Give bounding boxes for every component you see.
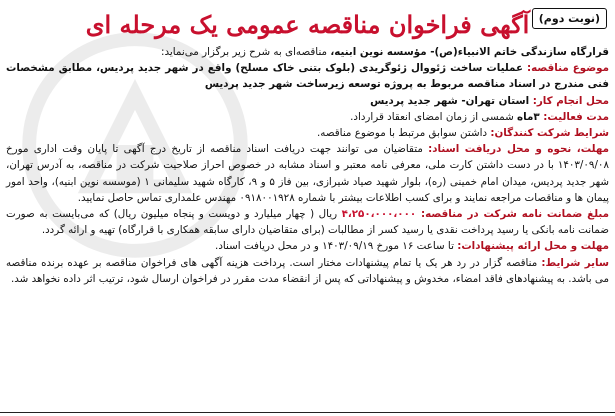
submission-text: تا ساعت ۱۶ مورخ ۱۴۰۳/۰۹/۱۹ و در محل دریافت اسناد. [215, 240, 458, 253]
subject-paragraph [6, 60, 609, 92]
guarantee-paragraph [6, 206, 609, 238]
deadline-paragraph [6, 141, 609, 206]
duration-value: ۳ماه [517, 110, 544, 123]
location-label: محل انجام کار: [532, 94, 609, 107]
intro-text: مناقصه‌ای به شرح زیر برگزار می‌نماید: [161, 46, 331, 58]
other-conditions-paragraph [6, 255, 609, 287]
notice-title: آگهی فراخوان مناقصه عمومی یک مرحله ای [85, 9, 530, 39]
submission-label: مهلت و محل ارائه پیشنهادات: [457, 240, 609, 253]
guarantee-text: ریال ( چهار میلیارد و دویست و پنجاه میلیون ریال) که می‌بایست به صورت ضمانت نامه بانکی یا رسید پرداخت نقدی یا رسید کسر از مطالبات (برای متقاضیان دارای سابقه همکاری با قرارگاه) تهیه و ارائه گردد. [6, 208, 609, 237]
duration-text: شمسی از زمان امضای انعقاد قرارداد. [350, 110, 518, 123]
location-paragraph [6, 93, 609, 109]
notice-body [6, 44, 609, 287]
conditions-paragraph [6, 125, 609, 141]
intro-paragraph [6, 44, 609, 60]
location-text: استان تهران- شهر جدید پردیس [370, 94, 533, 107]
duration-label: مدت فعالیت: [543, 110, 609, 123]
other-conditions-label: سایر شرایط: [541, 256, 609, 269]
conditions-label: شرایط شرکت کنندگان: [490, 127, 609, 140]
bottom-divider [0, 412, 615, 413]
other-conditions-text: مناقصه گزار در رد هر یک یا تمام پیشنهادات مختار است. پرداخت هزینه آگهی های فراخوان مناقصه بر عهده برنده مناقصه می باشد. به پیشنهادهای فاقد امضاء، مخدوش و پیشنهاداتی که پس از انقضاء مدت مقرر در فراخوان ارسال شود، ترتیب اثر داده نخواهد شد. [6, 256, 609, 285]
round-badge: (نوبت دوم) [532, 8, 607, 29]
subject-label: موضوع مناقصه: [527, 62, 609, 75]
subject-text: عملیات ساخت ژئووال ژئوگریدی (بلوک بتنی خاک مسلح) واقع در شهر جدید پردیس، مطابق مشخصات فنی مندرج در اسناد مناقصه مربوط به پروژه توسعه زیرساخت شهر جدید پردیس [6, 62, 609, 91]
conditions-text: داشتن سوابق مرتبط با موضوع مناقصه. [317, 127, 491, 140]
guarantee-amount: ۴،۲۵۰،۰۰۰،۰۰۰ [341, 208, 421, 221]
guarantee-label: مبلغ ضمانت نامه شرکت در مناقصه: [420, 208, 609, 221]
notice-header [6, 4, 609, 44]
duration-paragraph [6, 109, 609, 125]
deadline-text: متقاضیان می توانند جهت دریافت اسناد مناقصه از تاریخ درج آگهی تا پایان وقت اداری مورخ ۱۴۰۳/۰۹/۰۸ با در دست داشتن کارت ملی، معرفی نامه معتبر و اسناد مشابه در خصوص احراز صلاحیت شرکت در مناقصه، به آدرس تهران، شهر جدید پردیس، میدان امام خمینی (ره)، بلوار شهید صیاد شیرازی، بین فاز ۵ و ۹، کارگاه شهید سلیمانی ۱ (موسسه نوین ابنیه)، واحد امور پیمان ها و مناقصات مراجعه نمایند و برای کسب اطلاعات بیشتر با شماره ۰۹۱۸۰۰۱۹۲۸ مهندس علمداری تماس حاصل نمایید. [6, 143, 609, 204]
submission-paragraph [6, 238, 609, 254]
organizer-name: قرارگاه سازندگی خاتم الانبیاء(ص)- مؤسسه نوین ابنیه، [330, 46, 609, 58]
deadline-label: مهلت، نحوه و محل دریافت اسناد: [428, 143, 609, 156]
